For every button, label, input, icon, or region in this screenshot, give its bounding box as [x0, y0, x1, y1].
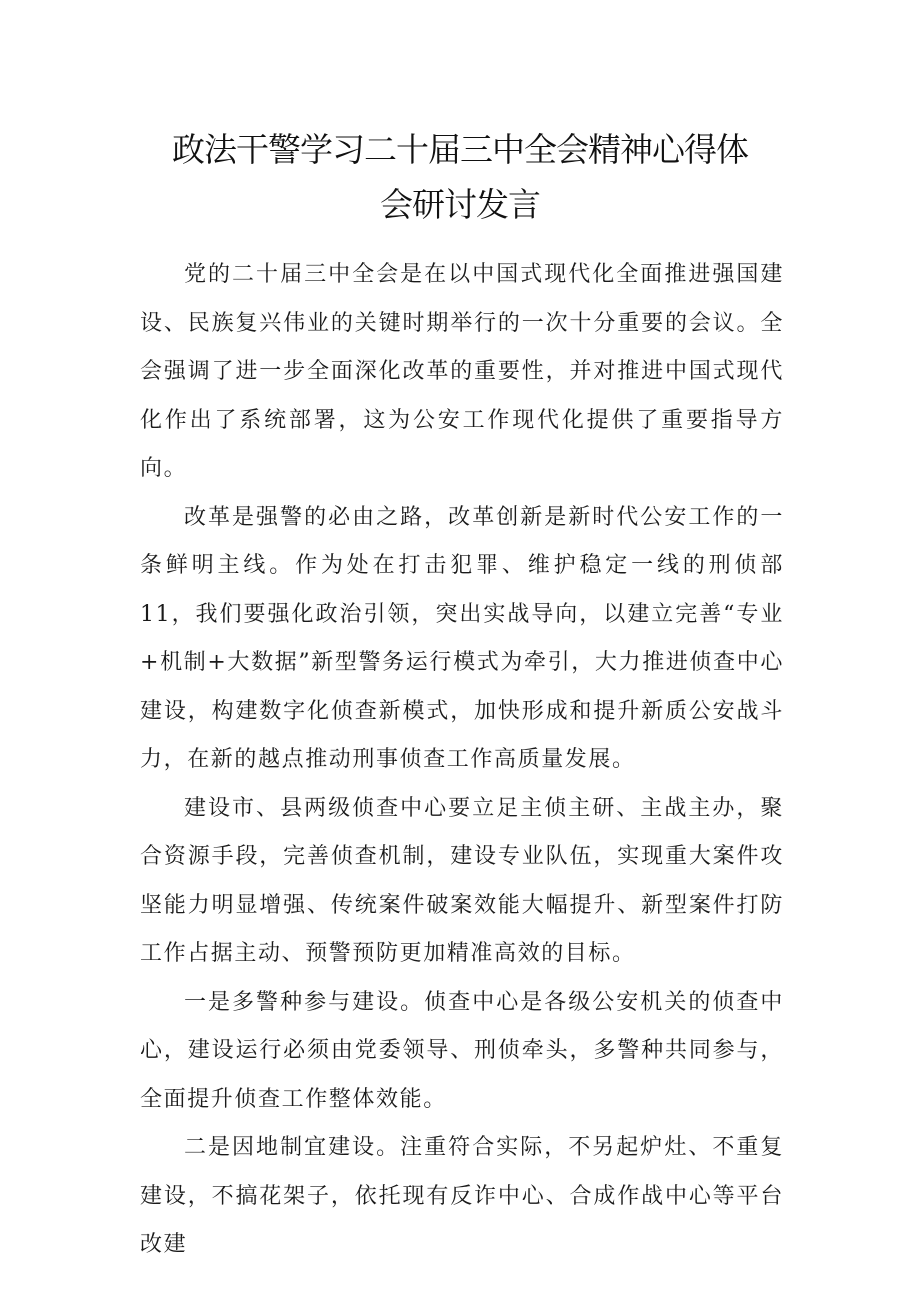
paragraph-intro: 党的二十届三中全会是在以中国式现代化全面推进强国建设、民族复兴伟业的关键时期举行的一次十分重要的会议。全会强调了进一步全面深化改革的重要性，并对推进中国式现代化作出了系统部署，这为公安工作现代化提供了重要指导方向。 — [140, 262, 784, 481]
document-title-line-2: 会研讨发言 — [380, 185, 540, 224]
document-body — [140, 251, 784, 1270]
paragraph-point-one: 一是多警种参与建设。侦查中心是各级公安机关的侦查中心，建设运行必须由党委领导、刑侦牵头，多警种共同参与，全面提升侦查工作整体效能。 — [140, 989, 784, 1112]
paragraph-center-construction: 建设市、县两级侦查中心要立足主侦主研、主战主办，聚合资源手段，完善侦查机制，建设专业队伍，实现重大案件攻坚能力明显增强、传统案件破案效能大幅提升、新型案件打防工作占据主动、预警预防更加精准高效的目标。 — [140, 795, 784, 966]
paragraph-reform: 改革是强警的必由之路，改革创新是新时代公安工作的一条鲜明主线。作为处在打击犯罪、维护稳定一线的刑侦部11，我们要强化政治引领，突出实战导向，以建立完善“专业+机制+大数据”新型警务运行模式为牵引，大力推进侦查中心建设，构建数字化侦查新模式，加快形成和提升新质公安战斗力，在新的越点推动刑事侦查工作高质量发展。 — [140, 504, 784, 772]
document-title-line-1: 政法干警学习二十届三中全会精神心得体 — [172, 130, 748, 169]
paragraph-point-two: 二是因地制宜建设。注重符合实际，不另起炉灶、不重复建设，不搞花架子，依托现有反诈中心、合成作战中心等平台改建 — [140, 1135, 784, 1257]
